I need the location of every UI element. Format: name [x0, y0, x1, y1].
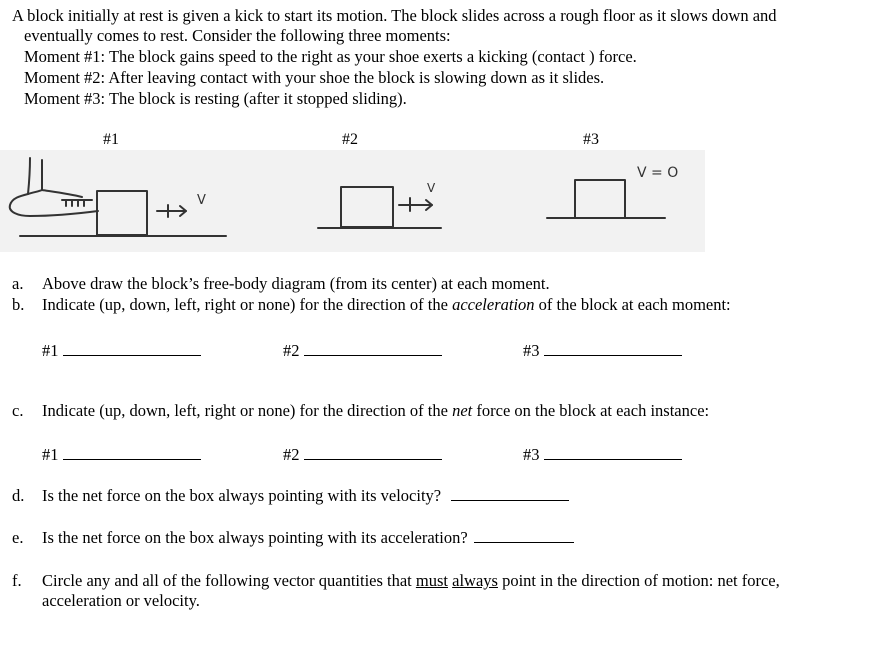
question-b: [12, 295, 731, 315]
answer-c-3: [523, 445, 682, 465]
question-c: [12, 401, 709, 421]
question-f-text-post: point in the direction of motion: net force,: [497, 571, 780, 590]
intro-line-1: A block initially at rest is given a kick to start its motion. The block slides across a rough floor as it slows down and: [12, 6, 777, 25]
moment-label-1: #1: [103, 131, 119, 148]
question-c-text-post: force on the block at each instance:: [472, 401, 710, 420]
question-a-letter: a.: [12, 274, 24, 293]
question-e-text: Is the net force on the box always pointing with its acceleration?: [42, 528, 468, 547]
answer-c-2-label: #2: [283, 445, 300, 464]
question-f-line-2: acceleration or velocity.: [42, 591, 200, 610]
moments-sketch: [0, 150, 705, 252]
question-f-always: always: [452, 571, 498, 590]
intro-line-2: eventually comes to rest. Consider the following three moments:: [24, 26, 451, 45]
question-e-letter: e.: [12, 528, 24, 547]
answer-b-3-label: #3: [523, 341, 540, 360]
answer-b-2-label: #2: [283, 341, 300, 360]
answer-e-blank[interactable]: [474, 528, 574, 543]
answer-b-2-blank[interactable]: [304, 341, 442, 356]
answer-c-1-label: #1: [42, 445, 59, 464]
question-a: [12, 274, 550, 294]
block-1: [97, 191, 147, 235]
question-d-letter: d.: [12, 486, 25, 505]
intro-moment-2: Moment #2: After leaving contact with your shoe the block is slowing down as it slides.: [24, 68, 605, 87]
answer-b-1: [42, 341, 201, 361]
question-b-text-post: of the block at each moment:: [534, 295, 731, 314]
answer-b-3: [523, 341, 682, 361]
question-b-emphasis: acceleration: [452, 295, 535, 314]
question-d-text: Is the net force on the box always pointing with its velocity?: [42, 486, 442, 505]
question-c-emphasis: net: [452, 401, 473, 420]
question-f-letter: f.: [12, 571, 22, 590]
question-f-text-pre: Circle any and all of the following vector quantities that: [42, 571, 416, 590]
answer-c-2: [283, 445, 442, 465]
moment-label-2: #2: [342, 131, 358, 148]
question-d: [12, 486, 569, 506]
velocity-label-2: V: [427, 181, 436, 195]
answer-b-1-label: #1: [42, 341, 59, 360]
answer-c-3-blank[interactable]: [544, 445, 682, 460]
intro-moment-1: Moment #1: The block gains speed to the right as your shoe exerts a kicking (contact ) force.: [24, 47, 637, 66]
answer-c-3-label: #3: [523, 445, 540, 464]
block-2: [341, 187, 393, 227]
question-a-text: Above draw the block’s free-body diagram (from its center) at each moment.: [42, 274, 550, 293]
answer-b-2: [283, 341, 442, 361]
answer-b-3-blank[interactable]: [544, 341, 682, 356]
answer-c-2-blank[interactable]: [304, 445, 442, 460]
velocity-zero-label: V = O: [637, 165, 679, 181]
question-b-text-pre: Indicate (up, down, left, right or none) for the direction of the: [42, 295, 453, 314]
answer-c-1-blank[interactable]: [63, 445, 201, 460]
intro-moment-3: Moment #3: The block is resting (after it stopped sliding).: [24, 89, 407, 108]
answer-c-1: [42, 445, 201, 465]
answer-b-1-blank[interactable]: [63, 341, 201, 356]
answer-d-blank[interactable]: [451, 486, 569, 501]
question-c-text-pre: Indicate (up, down, left, right or none) for the direction of the: [42, 401, 453, 420]
sketch-drawing: [0, 150, 705, 252]
question-c-letter: c.: [12, 401, 24, 420]
question-f-must: must: [415, 571, 448, 590]
velocity-label-1: V: [197, 193, 206, 208]
shoe-sketch: [10, 158, 98, 216]
question-f: [12, 571, 780, 591]
moment-label-3: #3: [583, 131, 599, 148]
question-b-letter: b.: [12, 295, 25, 314]
block-3: [575, 180, 625, 218]
question-e: [12, 528, 574, 548]
